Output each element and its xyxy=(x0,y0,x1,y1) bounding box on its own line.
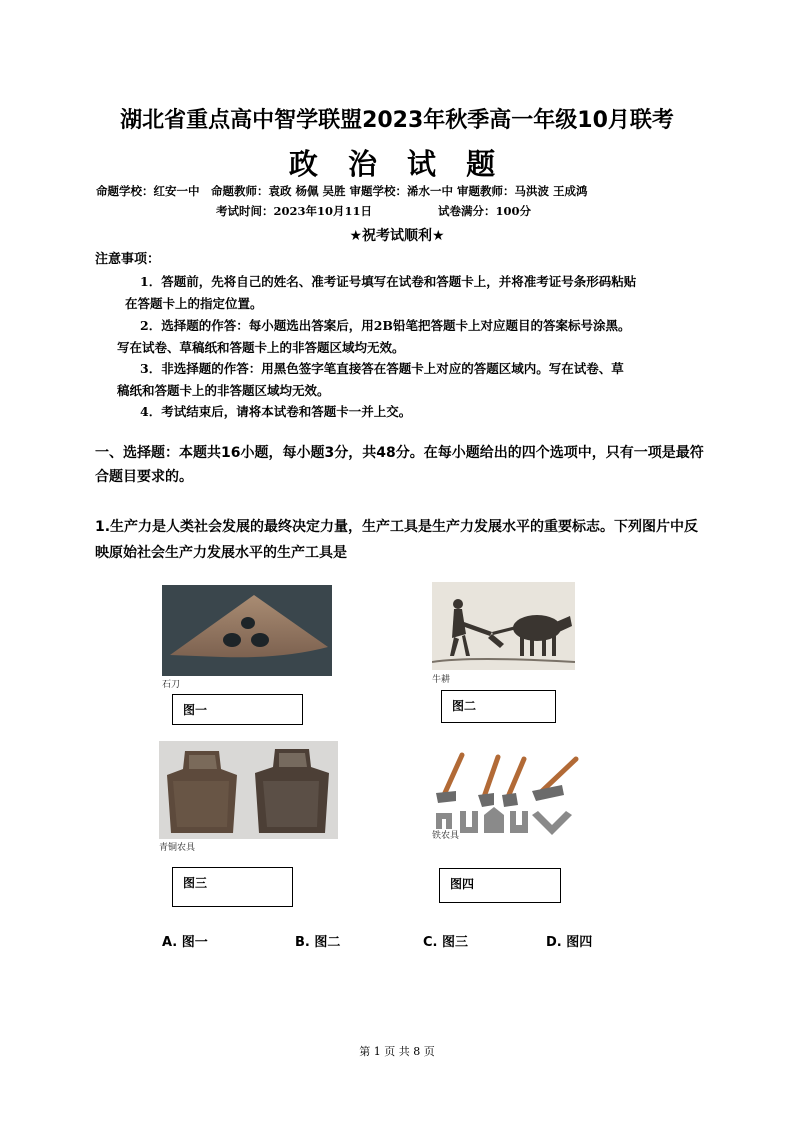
exam-authors: 命题学校：红安一中 命题教师：袁政 杨佩 吴胜 审题学校：浠水一中 审题教师：马洪波 王成鸿 xyxy=(96,184,588,198)
good-luck-line: ★祝考试顺利★ xyxy=(349,228,445,244)
figure-4-caption: 铁农具 xyxy=(432,831,460,841)
notice-item-3-line-2: 稿纸和答题卡上的非答题区域均无效。 xyxy=(117,383,330,398)
figure-2-caption: 牛耕 xyxy=(432,675,451,685)
figure-1-caption: 石刀 xyxy=(162,680,181,690)
stone-knife-image xyxy=(162,585,332,676)
option-a: A. 图一 xyxy=(162,935,208,950)
figure-1-label-box xyxy=(172,694,303,725)
full-score: 试卷满分：100分 xyxy=(438,204,532,218)
bronze-tools-image xyxy=(159,741,338,839)
notice-item-1-line-2: 在答题卡上的指定位置。 xyxy=(125,296,263,311)
figure-1-label: 图一 xyxy=(183,703,208,717)
notice-item-3-line-1: 3．非选择题的作答：用黑色签字笔直接答在答题卡上对应的答题区域内。写在试卷、草 xyxy=(140,361,624,376)
figure-3-label: 图三 xyxy=(183,876,208,890)
exam-title: 湖北省重点高中智学联盟2023年秋季高一年级10月联考 xyxy=(120,108,674,133)
notice-item-2-line-2: 写在试卷、草稿纸和答题卡上的非答题区域均无效。 xyxy=(117,340,405,355)
option-c: C. 图三 xyxy=(423,935,469,950)
iron-tools-image xyxy=(432,745,580,838)
page-number: 第 1 页 共 8 页 xyxy=(359,1045,435,1058)
exam-time-score xyxy=(216,203,531,219)
option-b: B. 图二 xyxy=(295,935,341,950)
figure-2-label: 图二 xyxy=(452,699,477,713)
notice-item-2-line-1: 2．选择题的作答：每小题选出答案后，用2B铅笔把答题卡上对应题目的答案标号涂黑。 xyxy=(140,318,631,333)
exam-time: 考试时间：2023年10月11日 xyxy=(216,204,373,218)
figure-3-label-box xyxy=(172,867,293,907)
figure-4-label-box xyxy=(439,868,561,903)
subject-title: 政 治 试 题 xyxy=(288,147,506,181)
notice-item-4: 4．考试结束后，请将本试卷和答题卡一并上交。 xyxy=(140,404,412,419)
notice-item-1-line-1: 1．答题前，先将自己的姓名、准考证号填写在试卷和答题卡上，并将准考证号条形码粘贴 xyxy=(140,274,637,289)
ox-plough-image xyxy=(432,582,575,670)
option-d: D. 图四 xyxy=(546,935,593,950)
figure-4-label: 图四 xyxy=(450,877,475,891)
section-1-heading: 一、选择题：本题共16小题，每小题3分，共48分。在每小题给出的四个选项中，只有一项是最符合题目要求的。 xyxy=(95,445,704,485)
question-1-stem: 1.生产力是人类社会发展的最终决定力量，生产工具是生产力发展水平的重要标志。下列图片中反映原始社会生产力发展水平的生产工具是 xyxy=(95,519,699,561)
figure-2-label-box xyxy=(441,690,556,723)
figure-3-caption: 青铜农具 xyxy=(159,843,196,853)
notice-heading: 注意事项： xyxy=(95,252,161,267)
